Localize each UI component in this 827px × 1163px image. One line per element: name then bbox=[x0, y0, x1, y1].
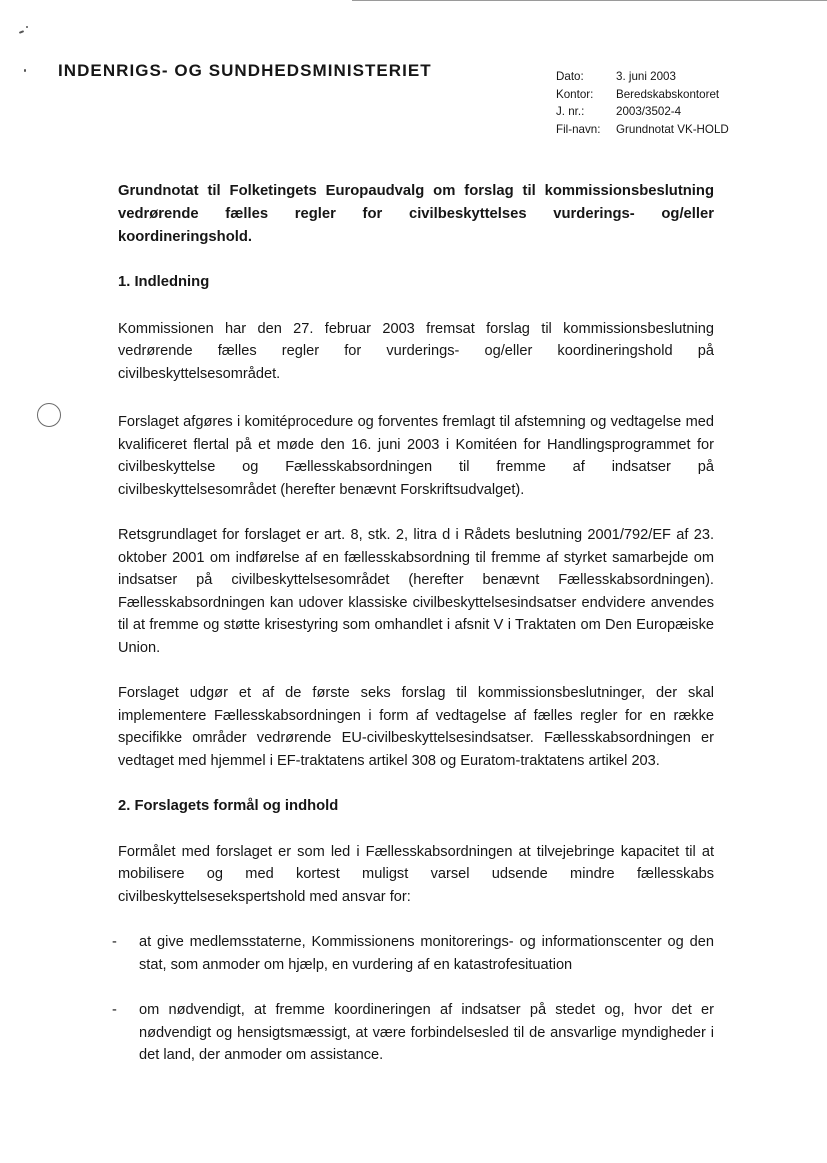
meta-value: Beredskabskontoret bbox=[616, 87, 720, 101]
scan-speck bbox=[26, 26, 28, 28]
bullet-text: at give medlemsstaterne, Kommissionens monitorerings- og informationscenter og den stat, som anmoder om hjælp, en vurdering af en katastrofesituation bbox=[139, 934, 714, 973]
scan-speck bbox=[24, 69, 26, 72]
paragraph: Kommissionen har den 27. februar 2003 fremsat forslag til kommissionsbeslutning vedrørende fælles regler for vurderings- og/eller koordineringshold på civilbeskyttelsesområdet. bbox=[118, 320, 714, 382]
meta-label: Kontor: bbox=[556, 87, 594, 101]
meta-value: Grundnotat VK-HOLD bbox=[616, 122, 729, 136]
meta-label: J. nr.: bbox=[556, 105, 585, 118]
paragraph: Forslaget udgør et af de første seks forslag til kommissionsbeslutninger, der skal implementere Fællesskabsordningen i form af vedtagelse af fælles regler for en række specifikke områder vedrørende EU-civilbeskyttelsesindsatser. Fællesskabsordningen er vedtaget med hjemmel i EF-traktatens artikel 308 og Euratom-traktatens artikel 203. bbox=[118, 685, 714, 769]
scan-edge-line bbox=[352, 0, 827, 1]
section-heading-purpose: 2. Forslagets formål og indhold bbox=[118, 798, 339, 814]
meta-row-office bbox=[556, 86, 729, 104]
document-metadata bbox=[556, 68, 729, 138]
meta-value: 3. juni 2003 bbox=[616, 70, 676, 83]
meta-label: Dato: bbox=[556, 70, 584, 83]
scan-speck bbox=[19, 30, 24, 34]
meta-label: Fil-navn: bbox=[556, 122, 601, 136]
paragraph: Retsgrundlaget for forslaget er art. 8, stk. 2, litra d i Rådets beslutning 2001/792/EF af 23. oktober 2001 om indførelse af en fællesskabsordning til fremme af styrket samarbejde om indsatser på civilbeskyttelsesområdet (herefter benævnt Fællesskabsordningen). Fællesskabsordningen kan udover klassiske civilbeskyttelsesindsatser endvidere anvendes til at fremme og støtte krisestyring som omhandlet i afsnit V i Traktaten om Den Europæiske Union. bbox=[118, 527, 714, 656]
bullet-text: om nødvendigt, at fremme koordineringen af indsatser på stedet og, hvor det er nødvendigt og hensigtsmæssigt, at være forbindelsesled til de ansvarlige myndigheder i det land, der anmoder om assistance. bbox=[139, 1002, 714, 1063]
meta-value: 2003/3502-4 bbox=[616, 105, 682, 118]
punch-hole bbox=[37, 403, 61, 427]
bullet-marker: - bbox=[112, 1002, 117, 1018]
bullet-marker: - bbox=[112, 934, 117, 950]
bullet-item bbox=[112, 999, 714, 1067]
meta-row-date bbox=[556, 68, 729, 86]
section-heading-introduction: 1. Indledning bbox=[118, 274, 210, 290]
bullet-item bbox=[112, 931, 714, 976]
paragraph: Formålet med forslaget er som led i Fællesskabsordningen at tilvejebringe kapacitet til at mobilisere og med kortest muligst varsel udsende mindre fællesskabs civilbeskyttelsesekspertshold med ansvar for: bbox=[118, 843, 714, 905]
meta-row-filename bbox=[556, 121, 729, 139]
paragraph: Forslaget afgøres i komitéprocedure og forventes fremlagt til afstemning og vedtagelse med kvalificeret flertal på et møde den 16. juni 2003 i Komitéen for Handlingsprogrammet for civilbeskyttelse og Fællesskabsordningen til fremme af indsatser på civilbeskyttelsesområdet (herefter benævnt Forskriftsudvalget). bbox=[118, 414, 714, 498]
document-title: Grundnotat til Folketingets Europaudvalg om forslag til kommissionsbeslutning vedrørende fælles regler for civilbeskyttelses vurderings- og/eller koordineringshold. bbox=[118, 183, 714, 245]
ministry-name: INDENRIGS- OG SUNDHEDSMINISTERIET bbox=[58, 61, 432, 80]
meta-row-journal-number bbox=[556, 103, 729, 121]
document-body bbox=[112, 180, 714, 1067]
